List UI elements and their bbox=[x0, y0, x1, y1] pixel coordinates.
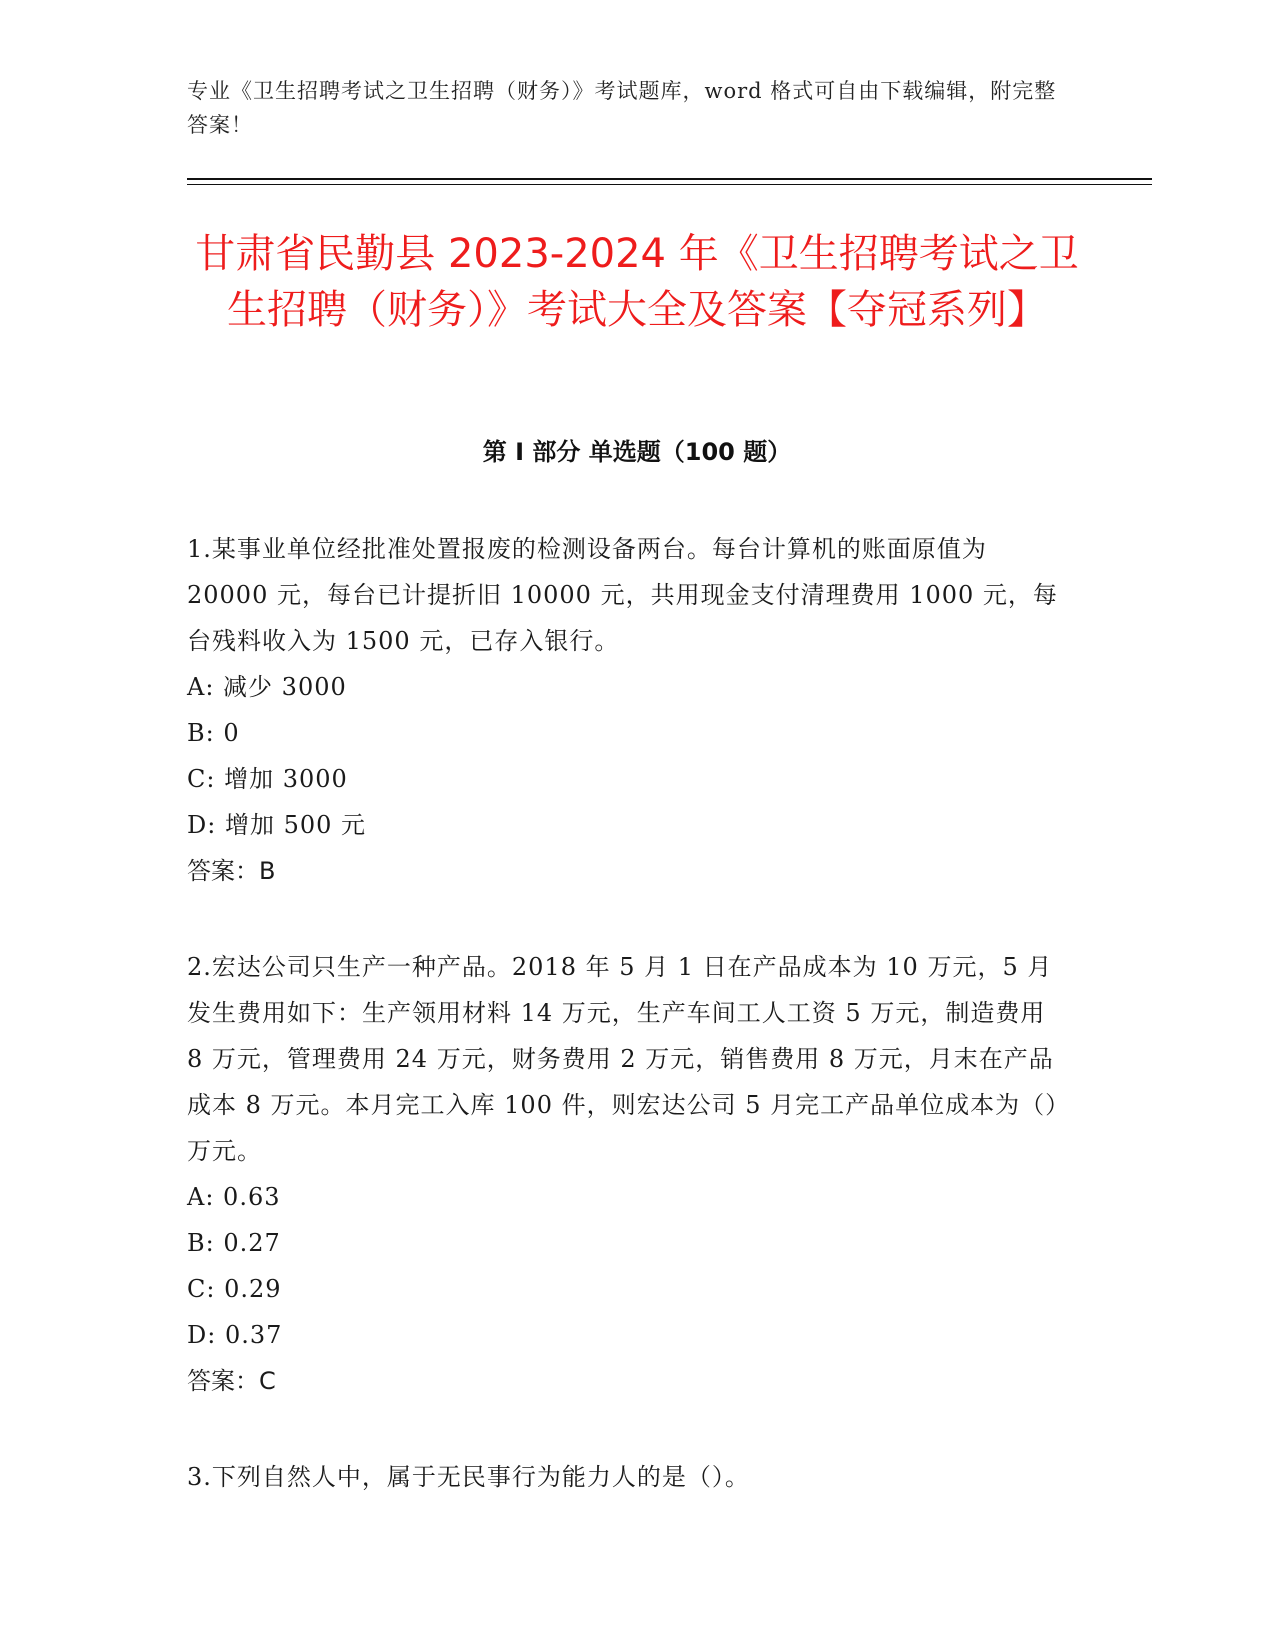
option-d: D: 增加 500 元 bbox=[187, 811, 367, 839]
header-divider-thin bbox=[187, 184, 1152, 185]
question-1 bbox=[187, 526, 1067, 894]
question-3 bbox=[187, 1454, 1067, 1500]
answer-line: 答案：B bbox=[187, 857, 276, 885]
question-stem: 3.下列自然人中，属于无民事行为能力人的是（）。 bbox=[187, 1463, 750, 1491]
option-b: B: 0.27 bbox=[187, 1229, 281, 1257]
section-title: 第 I 部分 单选题（100 题） bbox=[482, 438, 792, 466]
question-2 bbox=[187, 944, 1067, 1404]
option-d: D: 0.37 bbox=[187, 1321, 283, 1349]
question-stem: 2.宏达公司只生产一种产品。2018 年 5 月 1 日在产品成本为 10 万元，5 月发生费用如下：生产领用材料 14 万元，生产车间工人工资 5 万元，制造费用 8 万元，管理费用 24 万元，财务费用 2 万元，销售费用 8 万元，月末在产品成本 8 万元。本月完工入库 100 件，则宏达公司 5 月完工产品单位成本为（）万元。 bbox=[187, 953, 1059, 1165]
option-b: B: 0 bbox=[187, 719, 240, 747]
header-note: 专业《卫生招聘考试之卫生招聘（财务）》考试题库，word 格式可自由下载编辑，附完整答案！ bbox=[187, 79, 1057, 137]
question-list bbox=[187, 526, 1067, 1550]
document-title: 甘肃省民勤县 2023-2024 年《卫生招聘考试之卫生招聘（财务）》考试大全及答案【夺冠系列】 bbox=[195, 231, 1079, 333]
answer-line: 答案：C bbox=[187, 1367, 276, 1395]
question-stem: 1.某事业单位经批准处置报废的检测设备两台。每台计算机的账面原值为 20000 元，每台已计提折旧 10000 元，共用现金支付清理费用 1000 元，每台残料收入为 1500 元，已存入银行。 bbox=[187, 535, 1058, 655]
option-a: A: 减少 3000 bbox=[187, 673, 347, 701]
header-divider-thick bbox=[187, 178, 1152, 180]
option-c: C: 增加 3000 bbox=[187, 765, 348, 793]
option-c: C: 0.29 bbox=[187, 1275, 282, 1303]
option-a: A: 0.63 bbox=[187, 1183, 281, 1211]
